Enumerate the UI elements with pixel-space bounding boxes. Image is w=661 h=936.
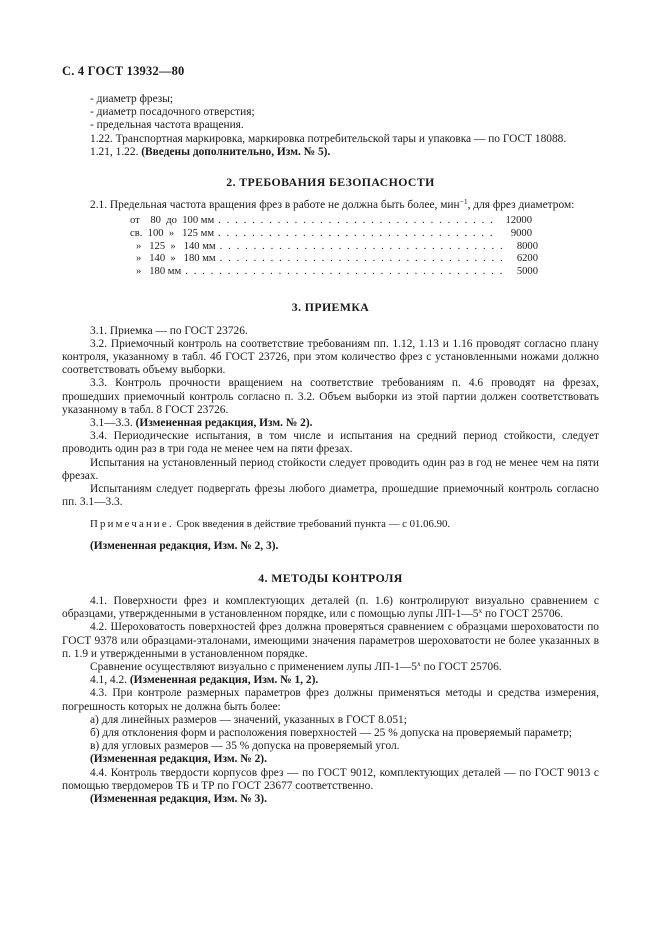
leader-dots bbox=[185, 265, 504, 278]
document-body bbox=[62, 93, 599, 806]
amendment-section-3: (Измененная редакция, Изм. № 2, 3). bbox=[90, 539, 279, 552]
amendment-note: (Измененная редакция, Изм. № 2). bbox=[135, 417, 313, 430]
amendment-1-21 bbox=[62, 146, 599, 159]
row-label: » 180 мм bbox=[136, 265, 182, 277]
row-value: 6200 bbox=[516, 253, 538, 265]
paragraph-4-3-a: а) для линейных размеров — значений, указанных в ГОСТ 8.051; bbox=[90, 713, 407, 726]
list-item: - диаметр фрезы; bbox=[90, 93, 174, 105]
row-label: св. 100 » 125 мм bbox=[130, 228, 215, 240]
paragraph-3-4-c: Испытаниям следует подвергать фрезы любого диаметра, прошедшие приемочный контроль согласно пп. 3.1—3.3. bbox=[62, 483, 599, 509]
row-label: » 125 » 140 мм bbox=[136, 240, 216, 252]
paragraph-4-3: 4.3. При контроле размерных параметров фрез должны применяться методы и средства измерения, погрешность которых не должна быть более: bbox=[62, 687, 599, 713]
row-label: » 140 » 180 мм bbox=[136, 253, 216, 265]
leader-dots bbox=[220, 252, 504, 265]
row-value: 5000 bbox=[516, 265, 538, 277]
note bbox=[62, 518, 599, 531]
note-label: Примечание. bbox=[90, 518, 174, 531]
paragraph-2-1: 2.1. Предельная частота вращения фрез в работе не должна быть более, мин$^{-1}$, для фрез диаметром: bbox=[90, 197, 575, 212]
table-row bbox=[130, 252, 538, 265]
row-value: 8000 bbox=[516, 240, 538, 252]
amendment-ref: 4.1, 4.2. bbox=[90, 674, 130, 687]
exponent: −1 bbox=[459, 197, 468, 207]
amendment-4-1-4-2 bbox=[62, 674, 599, 687]
row-value: 12000 bbox=[505, 215, 532, 227]
row-label: от 80 до 100 мм bbox=[130, 215, 215, 227]
superscript: х bbox=[417, 659, 421, 669]
amendment-ref: 1.21, 1.22. bbox=[90, 145, 142, 158]
amendment-4-3: (Измененная редакция, Изм. № 2). bbox=[90, 753, 267, 766]
amendment-note: (Измененная редакция, Изм. № 1, 2). bbox=[129, 674, 319, 687]
superscript: х bbox=[478, 606, 483, 616]
section-heading-safety: 2. ТРЕБОВАНИЯ БЕЗОПАСНОСТИ bbox=[226, 175, 435, 190]
note-text: Срок введения в действие требований пункта — с 01.06.90. bbox=[173, 518, 451, 531]
section-heading-control-methods: 4. МЕТОДЫ КОНТРОЛЯ bbox=[258, 570, 403, 585]
table-row bbox=[130, 227, 532, 240]
table-row bbox=[130, 265, 538, 278]
leader-dots bbox=[218, 227, 498, 240]
speed-table bbox=[62, 214, 599, 277]
table-row bbox=[130, 240, 538, 253]
paragraph-4-4: 4.4. Контроль твердости корпусов фрез — по ГОСТ 9012, комплектующих деталей — по ГОСТ 9013 с помощью твердомеров ТБ и ТР по ГОСТ 23677 соответственно. bbox=[62, 766, 599, 792]
table-row bbox=[130, 214, 532, 227]
paragraph-4-2-b: Сравнение осуществляют визуально с применением лупы $ЛП-1—5^х$ по ГОСТ 25706. bbox=[90, 659, 502, 674]
paragraph-4-2: 4.2. Шероховатость поверхностей фрез должна проверяться сравнением с образцами шероховатости по ГОСТ 9378 или образцами-эталонами, имеющими значения параметров шероховатости не более указанных в п. 1.9 и утвержденными в установленном порядке. bbox=[62, 621, 599, 660]
paragraph-3-1: 3.1. Приемка — по ГОСТ 23726. bbox=[90, 324, 248, 337]
amendment-ref: 3.1—3.3. bbox=[90, 417, 136, 430]
paragraph-3-3: 3.3. Контроль прочности вращением на соответствие требованиям п. 4.6 проводят на фрезах, прошедших приемочный контроль согласно п. 3.2. Объем выборки из этой партии должен соответствовать указанному в табл. 8 ГОСТ 23726. bbox=[62, 377, 599, 416]
paragraph-3-4: 3.4. Периодические испытания, в том числе и испытания на средний период стойкости, следует проводить один раз в три года не менее чем на пяти фрезах. bbox=[62, 430, 599, 456]
page-header: С. 4 ГОСТ 13932—80 bbox=[62, 64, 185, 78]
amendment-3-1-3-3 bbox=[62, 417, 599, 430]
amendment-4-4: (Измененная редакция, Изм. № 3). bbox=[90, 793, 267, 806]
paragraph-1-22: 1.22. Транспортная маркировка, маркировка потребительской тары и упаковка — по ГОСТ 18088. bbox=[90, 132, 567, 145]
paragraph-3-4-b: Испытания на установленный период стойкости следует проводить один раз в год не менее чем на пяти фрезах. bbox=[62, 456, 599, 482]
paragraph-4-3-c: в) для угловых размеров — 35 % допуска на проверяемый угол. bbox=[90, 740, 400, 753]
section-heading-acceptance: 3. ПРИЕМКА bbox=[291, 300, 370, 315]
leader-dots bbox=[218, 214, 498, 227]
list-item: - диаметр посадочного отверстия; bbox=[90, 106, 255, 119]
list-item: - предельная частота вращения. bbox=[90, 119, 244, 132]
paragraph-4-1: 4.1. Поверхности фрез и комплектующих деталей (п. 1.6) контролируют визуально сравнением с образцами, утвержденными в установленном порядке, или с помощью лупы $ЛП-1—5^х$ по ГОСТ 25706. bbox=[62, 595, 599, 621]
leader-dots bbox=[220, 240, 504, 253]
paragraph-3-2: 3.2. Приемочный контроль на соответствие требованиям пп. 1.12, 1.13 и 1.16 проводят согласно плану контроля, указанному в табл. 4б ГОСТ 23726, при этом количество фрез с установленными ножами должно соответствовать объему выборки. bbox=[62, 337, 599, 377]
row-value: 9000 bbox=[510, 228, 532, 240]
paragraph-4-3-b: б) для отклонения форм и расположения поверхностей — 25 % допуска на проверяемый параметр; bbox=[90, 727, 572, 740]
amendment-note: (Введены дополнительно, Изм. № 5). bbox=[141, 145, 331, 158]
